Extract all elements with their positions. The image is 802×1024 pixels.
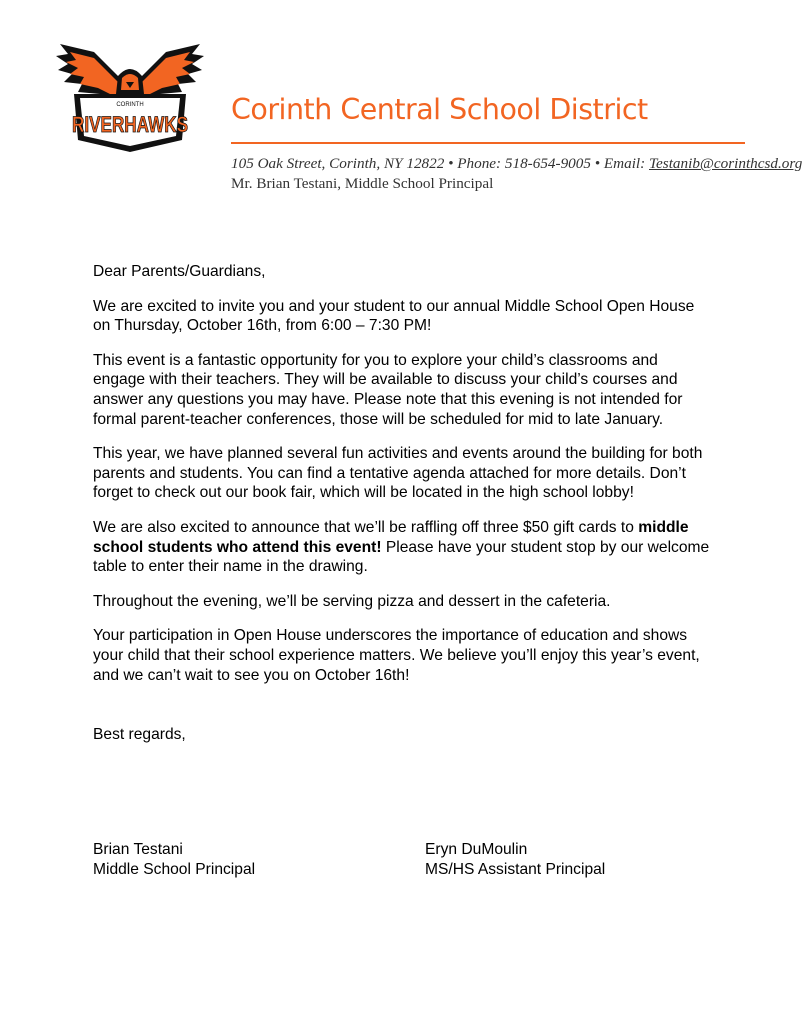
header-divider — [231, 142, 745, 144]
signature-assistant-principal — [425, 840, 605, 879]
logo-small-text: CORINTH — [116, 102, 144, 108]
closing: Best regards, — [93, 726, 186, 744]
signature-title: Middle School Principal — [93, 860, 256, 878]
paragraph-raffle — [93, 518, 713, 577]
principal-line: Mr. Brian Testani, Middle School Principal — [231, 175, 494, 192]
paragraph-closing-remarks: Your participation in Open House underscores the importance of education and shows your child that their school experience matters. We believe you’ll enjoy this year’s event, and we can’t wait to see you on October 16th! — [93, 627, 700, 684]
signature-name: Brian Testani — [93, 841, 183, 858]
riverhawks-logo — [54, 42, 206, 154]
contact-line — [231, 155, 802, 173]
contact-address-phone: 105 Oak Street, Corinth, NY 12822 • Phone: 518-654-9005 • Email: — [231, 155, 649, 172]
logo-team-name: RIVERHAWKS — [72, 112, 188, 137]
paragraph-opportunity: This event is a fantastic opportunity for you to explore your child’s classrooms and engage with their teachers. They will be available to discuss your child’s courses and answer any questions you may have. Please note that this evening is not intended for formal parent-teacher conferences, those will be scheduled for mid to late January. — [93, 351, 683, 428]
district-name: Corinth Central School District — [231, 93, 648, 126]
hawk-emblem-icon — [54, 42, 206, 154]
raffle-text-bold: middle school students who attend this event! — [93, 518, 689, 556]
paragraph-activities: This year, we have planned several fun activities and events around the building for both parents and students. You can find a tentative agenda attached for more details. Don’t forget to check out our book fair, which will be located in the high school lobby! — [93, 445, 703, 502]
salutation: Dear Parents/Guardians, — [93, 263, 266, 280]
contact-email-link[interactable]: Testanib@corinthcsd.org — [649, 155, 802, 172]
paragraph-invitation: We are excited to invite you and your student to our annual Middle School Open House on Thursday, October 16th, from 6:00 – 7:30 PM! — [93, 297, 695, 335]
raffle-text-before: We are also excited to announce that we’ll be raffling off three $50 gift cards to — [93, 518, 639, 536]
paragraph-food: Throughout the evening, we’ll be serving pizza and dessert in the cafeteria. — [93, 592, 611, 610]
signature-title: MS/HS Assistant Principal — [425, 860, 606, 878]
signature-principal — [93, 840, 255, 879]
raffle-text-after: Please have your student stop by our welcome table to enter their name in the drawing. — [93, 538, 710, 576]
signature-name: Eryn DuMoulin — [425, 841, 528, 858]
letter-body — [93, 262, 713, 760]
